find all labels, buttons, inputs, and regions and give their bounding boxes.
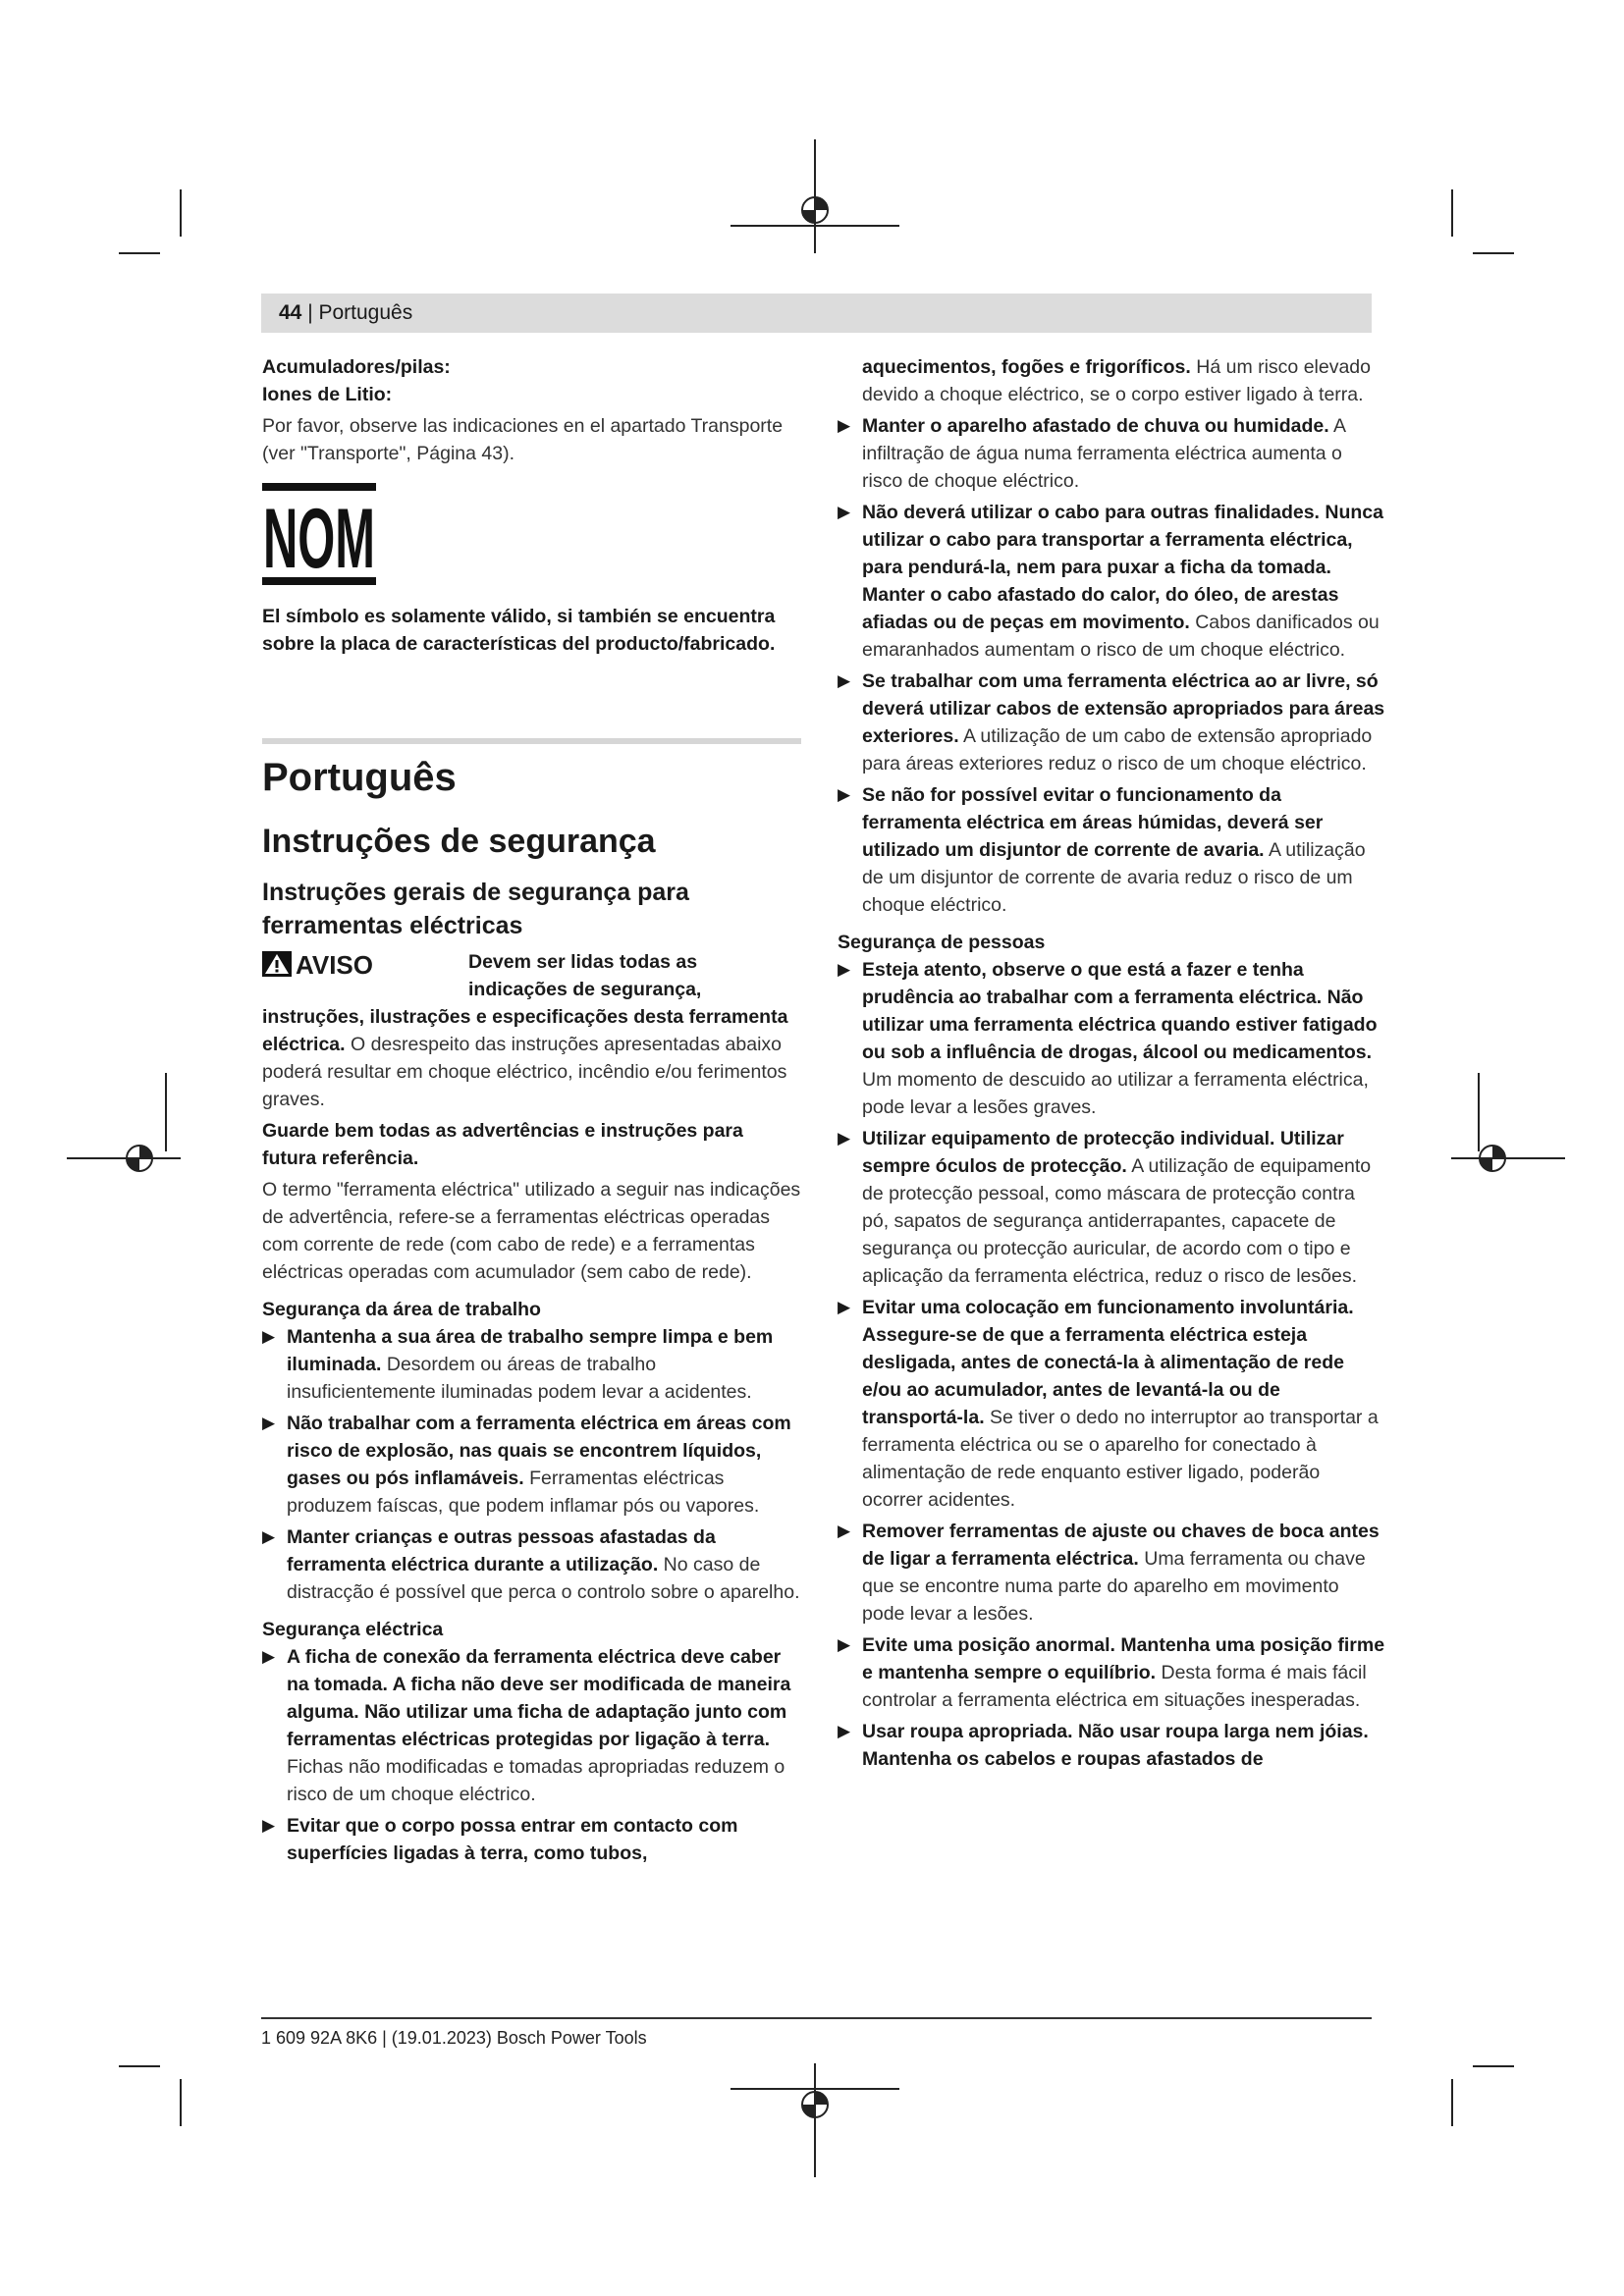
list-item: ▶ Usar roupa apropriada. Não usar roupa larga nem jóias. Mantenha os cabelos e roupas afastados de	[838, 1721, 1369, 1770]
persons-safety-title: Segurança de pessoas	[838, 932, 1046, 953]
left-column	[262, 353, 801, 1867]
list-item: ▶ Se não for possível evitar o funcionamento da ferramenta eléctrica em áreas húmidas, deverá ser utilizado um disjuntor de corrente de avaria. A utilização de um disjuntor de corrente de avaria reduz o risco de um choque eléctrico.	[838, 784, 1366, 916]
item-text: A utilização de um disjuntor de corrente de avaria reduz o risco de um choque eléctrico.	[862, 839, 1366, 916]
item-bold-text: Remover ferramentas de ajuste ou chaves de boca antes de ligar a ferramenta eléctrica.	[862, 1521, 1380, 1570]
registration-mark-icon	[1449, 1099, 1567, 1217]
item-bold-text: Utilizar equipamento de protecção individual. Utilizar sempre óculos de protecção.	[862, 1128, 1344, 1177]
list-item: ▶ Evite uma posição anormal. Mantenha uma posição firme e mantenha sempre o equilíbrio. Desta forma é mais fácil controlar a ferramenta eléctrica em situações inesperadas.	[838, 1634, 1385, 1711]
item-bold-text: aquecimentos, fogões e frigoríficos.	[862, 356, 1191, 378]
list-item: ▶ Esteja atento, observe o que está a fazer e tenha prudência ao trabalhar com a ferramenta eléctrica. Não utilizar uma ferramenta eléctrica quando estiver fatigado ou sob a influência de drogas, álcool ou medicamentos. Um momento de descuido ao utilizar a ferramenta eléctrica, pode levar a lesões graves.	[838, 959, 1378, 1118]
list-item: ▶ Se trabalhar com uma ferramenta eléctrica ao ar livre, só deverá utilizar cabos de extensão apropriados para áreas exteriores. A utilização de um cabo de extensão apropriado para áreas exteriores reduz o risco de um choque eléctrico.	[838, 670, 1385, 774]
item-bold-text: Evitar uma colocação em funcionamento involuntária. Assegure-se de que a ferramenta eléctrica esteja desligada, antes de conectá-la à alimentação de rede e/ou ao acumulador, antes de levantá-la ou de transportá-la.	[862, 1297, 1354, 1428]
nom-logo-icon	[262, 483, 380, 585]
language-title: Português	[262, 756, 457, 799]
item-text: No caso de distracção é possível que perca o controlo sobre o aparelho.	[287, 1554, 800, 1603]
list-item: ▶ Remover ferramentas de ajuste ou chaves de boca antes de ligar a ferramenta eléctrica. Uma ferramenta ou chave que se encontre numa parte do aparelho em movimento pode levar a lesões.	[838, 1521, 1380, 1625]
item-text: Desordem ou áreas de trabalho insuficientemente iluminadas podem levar a acidentes.	[287, 1354, 752, 1403]
electrical-safety-title: Segurança eléctrica	[262, 1619, 444, 1640]
item-text: Há um risco elevado devido a choque eléctrico, se o corpo estiver ligado à terra.	[862, 356, 1371, 405]
acc-text: Por favor, observe las indicaciones en el apartado Transporte (ver "Transporte", Página 43).	[262, 415, 784, 464]
warning-triangle-icon	[262, 951, 292, 977]
term-definition: O termo "ferramenta eléctrica" utilizado a seguir nas indicações de advertência, refere-se a ferramentas eléctricas operadas com corrente de rede (com cabo de rede) e a ferramentas eléctricas operadas com acumulador (sem cabo de rede).	[262, 1179, 801, 1283]
right-column	[838, 353, 1385, 1773]
acc-subtitle: Iones de Litio:	[262, 384, 393, 405]
keep-instructions: Guarde bem todas as advertências e instruções para futura referência.	[262, 1120, 743, 1169]
list-item: ▶ Manter crianças e outras pessoas afastadas da ferramenta eléctrica durante a utilização. No caso de distracção é possível que perca o controlo sobre o aparelho.	[262, 1526, 800, 1603]
warning-body-text: O desrespeito das instruções apresentadas abaixo poderá resultar em choque eléctrico, incêndio e/ou ferimentos graves.	[262, 1034, 787, 1110]
crop-mark	[119, 2065, 160, 2067]
list-item: ▶ Evitar que o corpo possa entrar em contacto com superfícies ligadas à terra, como tubos,	[262, 1815, 738, 1864]
item-bold-text: Evite uma posição anormal. Mantenha uma posição firme e mantenha sempre o equilíbrio.	[862, 1634, 1385, 1683]
item-text: Desta forma é mais fácil controlar a ferramenta eléctrica em situações inesperadas.	[862, 1662, 1367, 1711]
item-bold-text: Evitar que o corpo possa entrar em contacto com superfícies ligadas à terra, como tubos,	[287, 1815, 738, 1864]
item-text: Fichas não modificadas e tomadas apropriadas reduzem o risco de um choque eléctrico.	[287, 1756, 785, 1805]
item-bold-text: Usar roupa apropriada. Não usar roupa larga nem jóias. Mantenha os cabelos e roupas afastados de	[862, 1721, 1369, 1770]
page-header: 44 | Português	[279, 301, 413, 324]
registration-mark-icon	[65, 1099, 183, 1217]
item-bold-text: Se trabalhar com uma ferramenta eléctrica ao ar livre, só deverá utilizar cabos de extensão apropriados para áreas exteriores.	[862, 670, 1385, 747]
item-text: Um momento de descuido ao utilizar a ferramenta eléctrica, pode levar a lesões graves.	[862, 1069, 1369, 1118]
continued-item	[838, 353, 1385, 408]
item-bold-text: Se não for possível evitar o funcionamento da ferramenta eléctrica em áreas húmidas, deverá ser utilizado um disjuntor de corrente de avaria.	[862, 784, 1324, 861]
list-item: ▶ Utilizar equipamento de protecção individual. Utilizar sempre óculos de protecção. A utilização de equipamento de protecção pessoal, como máscara de protecção contra pó, sapatos de segurança antiderrapantes, capacete de segurança ou protecção auricular, de acordo com o tipo e aplicação da ferramenta eléctrica, reduz o risco de lesões.	[838, 1128, 1372, 1287]
list-item: ▶ Mantenha a sua área de trabalho sempre limpa e bem iluminada. Desordem ou áreas de trabalho insuficientemente iluminadas podem levar a acidentes.	[262, 1326, 774, 1403]
header-section: Português	[318, 301, 413, 324]
item-text: Cabos danificados ou emaranhados aumentam o risco de um choque eléctrico.	[862, 612, 1380, 661]
crop-mark	[119, 252, 160, 254]
crop-mark	[1473, 2065, 1514, 2067]
footer-rule	[261, 2017, 1372, 2019]
nom-note: El símbolo es solamente válido, si también se encuentra sobre la placa de características del producto/fabricado.	[262, 606, 776, 655]
nom-logo-text: NOM	[263, 492, 375, 586]
item-bold-text: Mantenha a sua área de trabalho sempre limpa e bem iluminada.	[287, 1326, 774, 1375]
item-text: Uma ferramenta ou chave que se encontre numa parte do aparelho em movimento pode levar a lesões.	[862, 1548, 1366, 1625]
work-area-title: Segurança da área de trabalho	[262, 1299, 541, 1320]
warning-row	[262, 948, 801, 1003]
list-item: ▶ A ficha de conexão da ferramenta eléctrica deve caber na tomada. A ficha não deve ser modificada de maneira alguma. Não utilizar uma ficha de adaptação junto com ferramentas eléctricas protegidas por ligação à terra. Fichas não modificadas e tomadas apropriadas reduzem o risco de um choque eléctrico.	[262, 1646, 791, 1805]
item-text: Ferramentas eléctricas produzem faíscas, que podem inflamar pós ou vapores.	[287, 1468, 760, 1517]
item-bold-text: Esteja atento, observe o que está a fazer e tenha prudência ao trabalhar com a ferramenta eléctrica. Não utilizar uma ferramenta eléctrica quando estiver fatigado ou sob a influência de drogas, álcool ou medicamentos.	[862, 959, 1378, 1063]
item-bold-text: Não deverá utilizar o cabo para outras finalidades. Nunca utilizar o cabo para transportar a ferramenta eléctrica, para pendurá-la, nem para puxar a ficha da tomada. Manter o cabo afastado do calor, do óleo, de arestas afiadas ou de peças em movimento.	[862, 502, 1383, 633]
item-text: Se tiver o dedo no interruptor ao transportar a ferramenta eléctrica ou se o aparelho for conectado à alimentação de rede enquanto estiver ligado, poderão ocorrer acidentes.	[862, 1407, 1379, 1511]
warning-side-text: Devem ser lidas todas as indicações de segurança,	[468, 951, 702, 1000]
general-safety-title: Instruções gerais de segurança para ferramentas eléctricas	[262, 879, 689, 939]
warning-label	[262, 950, 373, 980]
item-bold-text: A ficha de conexão da ferramenta eléctrica deve caber na tomada. A ficha não deve ser modificada de maneira alguma. Não utilizar uma ficha de adaptação junto com ferramentas eléctricas protegidas por ligação à terra.	[287, 1646, 791, 1750]
page-number: 44	[279, 301, 302, 324]
item-text: A utilização de um cabo de extensão apropriado para áreas exteriores reduz o risco de um choque eléctrico.	[862, 725, 1373, 774]
list-item: ▶ Evitar uma colocação em funcionamento involuntária. Assegure-se de que a ferramenta eléctrica esteja desligada, antes de conectá-la à alimentação de rede e/ou ao acumulador, antes de levantá-la ou de transportá-la. Se tiver o dedo no interruptor ao transportar a ferramenta eléctrica ou se o aparelho for conectado à alimentação de rede enquanto estiver ligado, poderão ocorrer acidentes.	[838, 1297, 1379, 1511]
warning-label-text: AVISO	[296, 950, 373, 980]
page-footer: 1 609 92A 8K6 | (19.01.2023) Bosch Power Tools	[261, 2028, 647, 2048]
item-text: A utilização de equipamento de protecção pessoal, como máscara de protecção contra pó, sapatos de segurança antiderrapantes, capacete de segurança ou protecção auricular, de acordo com o tipo e aplicação da ferramenta eléctrica, reduz o risco de lesões.	[862, 1155, 1372, 1287]
crop-mark	[1473, 252, 1514, 254]
item-text: A infiltração de água numa ferramenta eléctrica aumenta o risco de choque eléctrico.	[862, 415, 1345, 492]
item-bold-text: Não trabalhar com a ferramenta eléctrica em áreas com risco de explosão, nas quais se encontrem líquidos, gases ou pós inflamáveis.	[287, 1413, 791, 1489]
list-item: ▶ Manter o aparelho afastado de chuva ou humidade. A infiltração de água numa ferramenta eléctrica aumenta o risco de choque eléctrico.	[838, 415, 1345, 492]
acc-title: Acumuladores/pilas:	[262, 356, 451, 378]
registration-mark-icon	[727, 2061, 903, 2179]
crop-mark	[180, 2079, 182, 2126]
crop-mark	[180, 189, 182, 237]
item-bold-text: Manter o aparelho afastado de chuva ou humidade.	[862, 415, 1329, 437]
crop-mark	[1451, 2079, 1453, 2126]
section-rule	[262, 738, 801, 744]
warning-text	[262, 1003, 801, 1113]
crop-mark	[1451, 189, 1453, 237]
registration-mark-icon	[727, 137, 903, 255]
warning-bold-text: instruções, ilustrações e especificações desta ferramenta eléctrica.	[262, 1006, 788, 1055]
list-item: ▶ Não trabalhar com a ferramenta eléctrica em áreas com risco de explosão, nas quais se encontrem líquidos, gases ou pós inflamáveis. Ferramentas eléctricas produzem faíscas, que podem inflamar pós ou vapores.	[262, 1413, 791, 1517]
item-bold-text: Manter crianças e outras pessoas afastadas da ferramenta eléctrica durante a utilização.	[287, 1526, 716, 1575]
page-header-bar	[261, 294, 1372, 333]
safety-title: Instruções de segurança	[262, 823, 656, 860]
list-item: ▶ Não deverá utilizar o cabo para outras finalidades. Nunca utilizar o cabo para transportar a ferramenta eléctrica, para pendurá-la, nem para puxar a ficha da tomada. Manter o cabo afastado do calor, do óleo, de arestas afiadas ou de peças em movimento. Cabos danificados ou emaranhados aumentam o risco de um choque eléctrico.	[838, 502, 1383, 661]
